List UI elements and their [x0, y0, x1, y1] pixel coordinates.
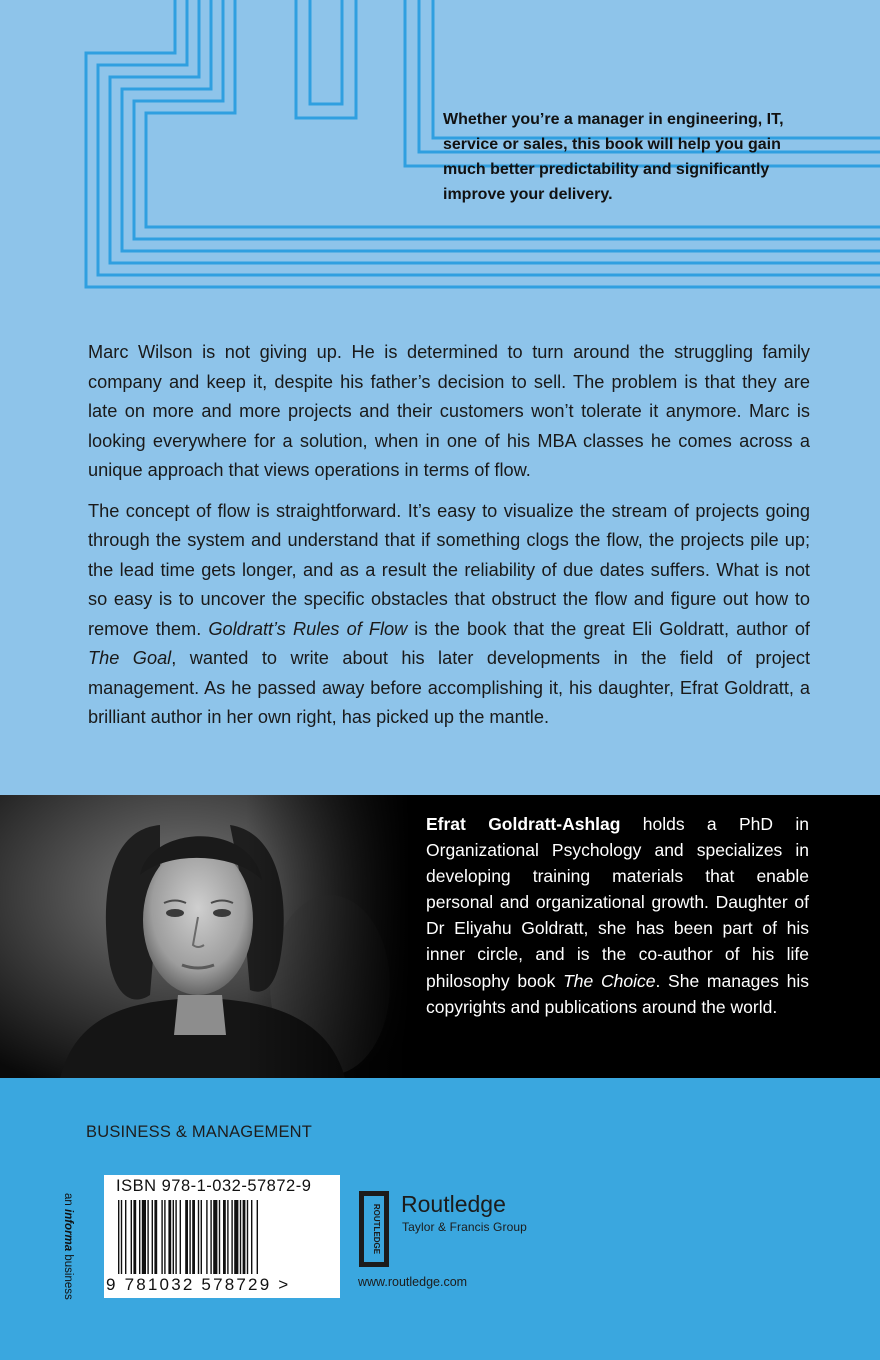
barcode-bar [164, 1200, 165, 1274]
author-bio-panel [0, 795, 880, 1078]
barcode-bar [189, 1200, 190, 1274]
informa-suffix: business [62, 1254, 74, 1300]
description-paragraph-1: Marc Wilson is not giving up. He is determined to turn around the struggling family company and keep it, despite his father’s decision to sell. The problem is that they are late on more and more projects and their customers won’t tolerate it anymore. Marc is looking everywhere for a solution, when in one of his MBA classes he comes across a unique approach that views operations in terms of flow. [88, 342, 810, 480]
barcode-panel [104, 1175, 340, 1298]
informa-prefix: an [62, 1193, 74, 1206]
author-portrait [0, 795, 410, 1078]
barcode-bar [201, 1200, 202, 1274]
barcode-bar [175, 1200, 176, 1274]
barcode-bar [227, 1200, 228, 1274]
author-bio-body: holds a PhD in Organizational Psychology and specializes in developing training materials that enable personal and organizational growth. Daughter of Dr Eliyahu Goldratt, she has been part of his inner circle, and is the co-author of his life philosophy book [426, 814, 809, 991]
barcode-bar [173, 1200, 174, 1274]
barcode-bar [192, 1200, 195, 1274]
routledge-logo-text: ROUTLEDGE [372, 1203, 381, 1255]
the-choice-title-italic: The Choice [563, 970, 656, 991]
the-goal-title-italic: The Goal [88, 648, 172, 668]
description-paragraph-2 [88, 497, 810, 733]
barcode-bar [223, 1200, 226, 1274]
barcode-bar [219, 1200, 220, 1274]
barcode-icon [116, 1200, 328, 1274]
informa-brand: informa [62, 1209, 74, 1252]
barcode-bar [185, 1200, 188, 1274]
isbn-label: ISBN 978-1-032-57872-9 [116, 1177, 312, 1195]
barcode-bar [161, 1200, 162, 1274]
description-text: , wanted to write about his later developments in the field of project management. As he passed away before accomplishing it, his daughter, Efrat Goldratt, a brilliant author in her own right, has picked up the mantle. [88, 648, 810, 727]
barcode-bar [154, 1200, 157, 1274]
barcode-bar [131, 1200, 132, 1274]
barcode-bar [147, 1200, 148, 1274]
publisher-url: www.routledge.com [358, 1275, 468, 1289]
author-bio-text [426, 811, 809, 1020]
barcode-bar [247, 1200, 248, 1274]
barcode-bar [125, 1200, 126, 1274]
cover-tagline: Whether you’re a manager in engineering, IT, service or sales, this book will help you gain much better predictability and significantly improve your delivery. [443, 111, 784, 203]
barcode-bar [198, 1200, 199, 1274]
barcode-bar [231, 1200, 232, 1274]
barcode-bar [257, 1200, 258, 1274]
barcode-bar [168, 1200, 171, 1274]
barcode-bar [210, 1200, 211, 1274]
barcode-bar [180, 1200, 181, 1274]
author-name: Efrat Goldratt-Ashlag [426, 814, 621, 834]
publisher-group: Taylor & Francis Group [402, 1220, 527, 1234]
barcode-bar [121, 1200, 122, 1274]
informa-business-note [62, 1193, 74, 1300]
barcode-bar [139, 1200, 140, 1274]
barcode-bar [251, 1200, 252, 1274]
barcode-bar [213, 1200, 217, 1274]
barcode-bar [240, 1200, 241, 1274]
barcode-bar [142, 1200, 146, 1274]
book-description [88, 338, 810, 744]
back-cover-lower-panel [0, 1078, 880, 1360]
description-text: The concept of flow is straightforward. It’s easy to visualize the stream of projects going through the system and understand that if something clogs the flow, the projects pile up; the lead time gets longer, and as a result the reliability of due dates suffers. What is not so easy is to uncover the specific obstacles that obstruct the flow and figure out how to remove them. [88, 500, 810, 639]
author-bio-body: . She manages his copyrights and publications around the world. [426, 970, 809, 1017]
barcode-bar [234, 1200, 238, 1274]
book-title-italic: Goldratt’s Rules of Flow [208, 618, 408, 639]
barcode-bar [152, 1200, 153, 1274]
subject-category: BUSINESS & MANAGEMENT [86, 1123, 313, 1141]
barcode-bar [243, 1200, 246, 1274]
barcode-bar [206, 1200, 207, 1274]
barcode-digits: 9 781032 578729 > [106, 1275, 291, 1294]
barcode-bar [118, 1200, 119, 1274]
description-text: is the book that the great Eli Goldratt, author of [414, 618, 810, 639]
barcode-bar [133, 1200, 136, 1274]
publisher-name: Routledge [401, 1191, 506, 1217]
routledge-logo-icon [357, 1191, 391, 1267]
